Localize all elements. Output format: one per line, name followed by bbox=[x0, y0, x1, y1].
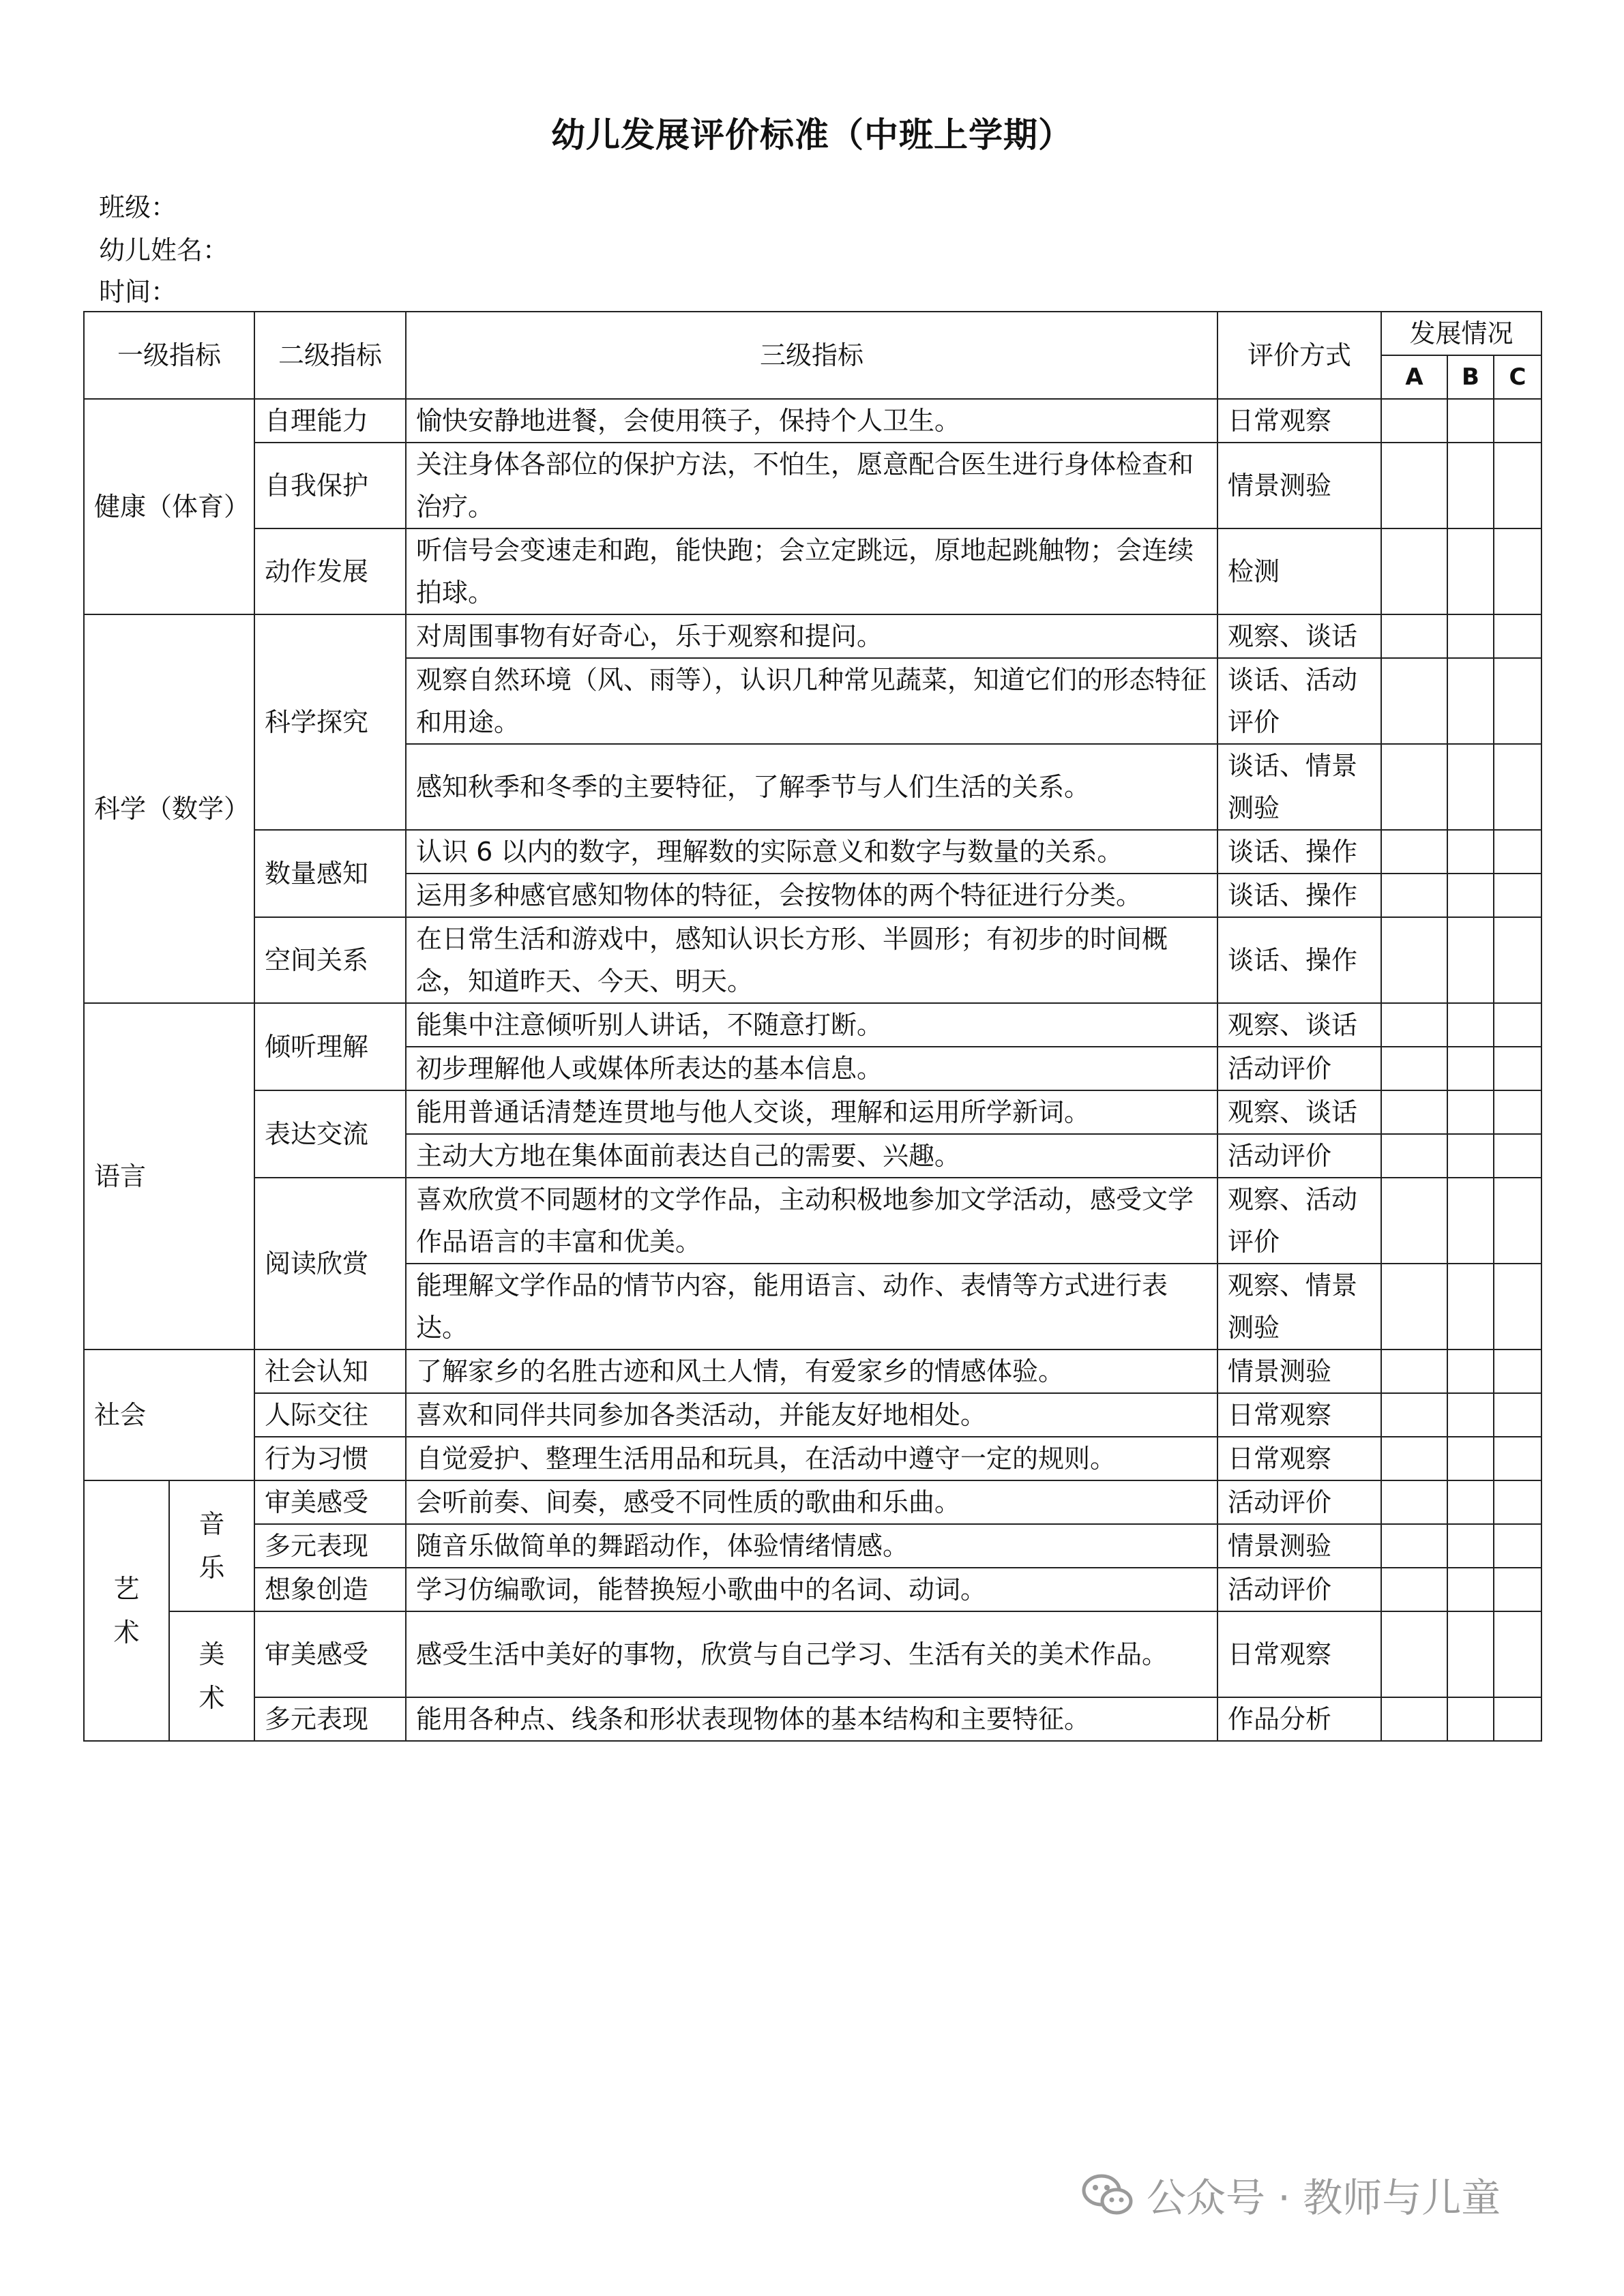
level2-cell: 表达交流 bbox=[254, 1090, 406, 1178]
grade-a-cell[interactable] bbox=[1381, 443, 1447, 528]
header-level3: 三级指标 bbox=[406, 312, 1217, 399]
level2-cell: 动作发展 bbox=[254, 528, 406, 614]
method-cell: 活动评价 bbox=[1217, 1568, 1381, 1611]
watermark bbox=[1081, 2167, 1501, 2222]
method-cell: 日常观察 bbox=[1217, 1437, 1381, 1480]
header-row bbox=[84, 312, 1541, 355]
grade-b-cell[interactable] bbox=[1447, 1393, 1494, 1437]
method-cell: 谈话、操作 bbox=[1217, 874, 1381, 917]
table-row bbox=[84, 1437, 1541, 1480]
grade-c-cell[interactable] bbox=[1494, 1134, 1541, 1178]
header-method: 评价方式 bbox=[1217, 312, 1381, 399]
grade-c-cell[interactable] bbox=[1494, 1524, 1541, 1568]
domain-health: 健康（体育） bbox=[84, 399, 254, 614]
level2-cell: 科学探究 bbox=[254, 614, 406, 830]
grade-b-cell[interactable] bbox=[1447, 528, 1494, 614]
level3-cell: 初步理解他人或媒体所表达的基本信息。 bbox=[406, 1047, 1217, 1090]
grade-b-cell[interactable] bbox=[1447, 1350, 1494, 1393]
level2-cell: 社会认知 bbox=[254, 1350, 406, 1393]
grade-c-cell[interactable] bbox=[1494, 1611, 1541, 1697]
method-cell: 情景测验 bbox=[1217, 443, 1381, 528]
grade-c-cell[interactable] bbox=[1494, 830, 1541, 874]
grade-c-cell[interactable] bbox=[1494, 658, 1541, 744]
wechat-icon bbox=[1081, 2173, 1134, 2216]
method-cell: 谈话、活动评价 bbox=[1217, 658, 1381, 744]
subdomain-fine-art-char: 美 bbox=[198, 1639, 225, 1669]
table-row bbox=[84, 1568, 1541, 1611]
domain-science: 科学（数学） bbox=[84, 614, 254, 1003]
grade-a-cell[interactable] bbox=[1381, 1134, 1447, 1178]
method-cell: 观察、活动评价 bbox=[1217, 1178, 1381, 1264]
header-grade-a: A bbox=[1381, 355, 1447, 399]
grade-b-cell[interactable] bbox=[1447, 1090, 1494, 1134]
domain-art bbox=[84, 1480, 169, 1741]
method-cell: 日常观察 bbox=[1217, 1611, 1381, 1697]
level2-cell: 阅读欣赏 bbox=[254, 1178, 406, 1350]
level3-cell: 随音乐做简单的舞蹈动作，体验情绪情感。 bbox=[406, 1524, 1217, 1568]
subdomain-music-char: 音 bbox=[198, 1509, 225, 1539]
grade-b-cell[interactable] bbox=[1447, 614, 1494, 658]
level2-cell: 自我保护 bbox=[254, 443, 406, 528]
level2-cell: 倾听理解 bbox=[254, 1003, 406, 1090]
grade-a-cell[interactable] bbox=[1381, 399, 1447, 443]
grade-c-cell[interactable] bbox=[1494, 1178, 1541, 1264]
grade-a-cell[interactable] bbox=[1381, 614, 1447, 658]
time-label: 时间： bbox=[99, 277, 177, 307]
domain-language: 语言 bbox=[84, 1003, 254, 1350]
grade-b-cell[interactable] bbox=[1447, 1437, 1494, 1480]
grade-b-cell[interactable] bbox=[1447, 1003, 1494, 1047]
grade-c-cell[interactable] bbox=[1494, 1437, 1541, 1480]
level3-cell: 能用普通话清楚连贯地与他人交谈，理解和运用所学新词。 bbox=[406, 1090, 1217, 1134]
grade-a-cell[interactable] bbox=[1381, 1568, 1447, 1611]
method-cell: 谈话、操作 bbox=[1217, 917, 1381, 1003]
grade-b-cell[interactable] bbox=[1447, 1134, 1494, 1178]
evaluation-table bbox=[83, 311, 1542, 1742]
subdomain-music-char: 乐 bbox=[198, 1553, 225, 1583]
method-cell: 活动评价 bbox=[1217, 1134, 1381, 1178]
table-row bbox=[84, 528, 1541, 614]
watermark-text: 公众号 · 教师与儿童 bbox=[1147, 2175, 1501, 2221]
level3-cell: 能理解文学作品的情节内容，能用语言、动作、表情等方式进行表达。 bbox=[406, 1264, 1217, 1350]
domain-social: 社会 bbox=[84, 1350, 254, 1480]
grade-c-cell[interactable] bbox=[1494, 443, 1541, 528]
level2-cell: 人际交往 bbox=[254, 1393, 406, 1437]
grade-a-cell[interactable] bbox=[1381, 658, 1447, 744]
level3-cell: 运用多种感官感知物体的特征，会按物体的两个特征进行分类。 bbox=[406, 874, 1217, 917]
document-title: 幼儿发展评价标准（中班上学期） bbox=[551, 115, 1073, 155]
domain-art-char: 艺 bbox=[113, 1574, 140, 1604]
level3-cell: 观察自然环境（风、雨等），认识几种常见蔬菜，知道它们的形态特征和用途。 bbox=[406, 658, 1217, 744]
grade-c-cell[interactable] bbox=[1494, 1350, 1541, 1393]
table-row bbox=[84, 1178, 1541, 1264]
level2-cell: 自理能力 bbox=[254, 399, 406, 443]
level2-cell: 审美感受 bbox=[254, 1480, 406, 1524]
method-cell: 情景测验 bbox=[1217, 1524, 1381, 1568]
table-row bbox=[84, 443, 1541, 528]
level2-cell: 想象创造 bbox=[254, 1568, 406, 1611]
grade-a-cell[interactable] bbox=[1381, 1524, 1447, 1568]
method-cell: 观察、谈话 bbox=[1217, 1090, 1381, 1134]
table-row bbox=[84, 1480, 1541, 1524]
grade-a-cell[interactable] bbox=[1381, 1264, 1447, 1350]
level2-cell: 空间关系 bbox=[254, 917, 406, 1003]
method-cell: 活动评价 bbox=[1217, 1480, 1381, 1524]
domain-art-char: 术 bbox=[113, 1617, 140, 1648]
grade-a-cell[interactable] bbox=[1381, 528, 1447, 614]
level3-cell: 能用各种点、线条和形状表现物体的基本结构和主要特征。 bbox=[406, 1697, 1217, 1741]
table-row bbox=[84, 1090, 1541, 1134]
grade-a-cell[interactable] bbox=[1381, 1090, 1447, 1134]
header-grade-c: C bbox=[1494, 355, 1541, 399]
grade-c-cell[interactable] bbox=[1494, 528, 1541, 614]
level2-cell: 审美感受 bbox=[254, 1611, 406, 1697]
grade-b-cell[interactable] bbox=[1447, 399, 1494, 443]
grade-c-cell[interactable] bbox=[1494, 744, 1541, 830]
grade-b-cell[interactable] bbox=[1447, 658, 1494, 744]
level3-cell: 听信号会变速走和跑，能快跑；会立定跳远，原地起跳触物；会连续拍球。 bbox=[406, 528, 1217, 614]
table-row bbox=[84, 1003, 1541, 1047]
grade-c-cell[interactable] bbox=[1494, 1003, 1541, 1047]
table-row bbox=[84, 614, 1541, 658]
grade-a-cell[interactable] bbox=[1381, 1047, 1447, 1090]
method-cell: 谈话、操作 bbox=[1217, 830, 1381, 874]
method-cell: 作品分析 bbox=[1217, 1697, 1381, 1741]
grade-c-cell[interactable] bbox=[1494, 917, 1541, 1003]
method-cell: 活动评价 bbox=[1217, 1047, 1381, 1090]
method-cell: 观察、谈话 bbox=[1217, 614, 1381, 658]
grade-b-cell[interactable] bbox=[1447, 1264, 1494, 1350]
grade-c-cell[interactable] bbox=[1494, 1090, 1541, 1134]
method-cell: 情景测验 bbox=[1217, 1350, 1381, 1393]
grade-b-cell[interactable] bbox=[1447, 1524, 1494, 1568]
subdomain-fine-art-char: 术 bbox=[198, 1683, 225, 1713]
header-grade-b: B bbox=[1447, 355, 1494, 399]
table-row bbox=[84, 1697, 1541, 1741]
level2-cell: 多元表现 bbox=[254, 1524, 406, 1568]
level2-cell: 数量感知 bbox=[254, 830, 406, 917]
table-row bbox=[84, 917, 1541, 1003]
grade-c-cell[interactable] bbox=[1494, 1697, 1541, 1741]
subdomain-fine-art bbox=[169, 1611, 254, 1741]
table-row bbox=[84, 399, 1541, 443]
grade-b-cell[interactable] bbox=[1447, 1178, 1494, 1264]
method-cell: 日常观察 bbox=[1217, 399, 1381, 443]
level3-cell: 会听前奏、间奏，感受不同性质的歌曲和乐曲。 bbox=[406, 1480, 1217, 1524]
table-row bbox=[84, 1393, 1541, 1437]
level3-cell: 关注身体各部位的保护方法，不怕生，愿意配合医生进行身体检查和治疗。 bbox=[406, 443, 1217, 528]
table-row bbox=[84, 1350, 1541, 1393]
level3-cell: 喜欢和同伴共同参加各类活动，并能友好地相处。 bbox=[406, 1393, 1217, 1437]
level3-cell: 主动大方地在集体面前表达自己的需要、兴趣。 bbox=[406, 1134, 1217, 1178]
child-name-label: 幼儿姓名： bbox=[99, 235, 229, 265]
grade-b-cell[interactable] bbox=[1447, 1611, 1494, 1697]
header-level1: 一级指标 bbox=[84, 312, 254, 399]
class-label: 班级： bbox=[99, 192, 177, 222]
level3-cell: 对周围事物有好奇心，乐于观察和提问。 bbox=[406, 614, 1217, 658]
grade-a-cell[interactable] bbox=[1381, 1480, 1447, 1524]
grade-a-cell[interactable] bbox=[1381, 1178, 1447, 1264]
header-level2: 二级指标 bbox=[254, 312, 406, 399]
level3-cell: 在日常生活和游戏中，感知认识长方形、半圆形；有初步的时间概念，知道昨天、今天、明天。 bbox=[406, 917, 1217, 1003]
grade-b-cell[interactable] bbox=[1447, 744, 1494, 830]
grade-c-cell[interactable] bbox=[1494, 1047, 1541, 1090]
grade-c-cell[interactable] bbox=[1494, 614, 1541, 658]
level2-cell: 多元表现 bbox=[254, 1697, 406, 1741]
level3-cell: 了解家乡的名胜古迹和风土人情，有爱家乡的情感体验。 bbox=[406, 1350, 1217, 1393]
grade-c-cell[interactable] bbox=[1494, 1568, 1541, 1611]
grade-b-cell[interactable] bbox=[1447, 443, 1494, 528]
grade-b-cell[interactable] bbox=[1447, 1697, 1494, 1741]
method-cell: 谈话、情景测验 bbox=[1217, 744, 1381, 830]
grade-c-cell[interactable] bbox=[1494, 1393, 1541, 1437]
grade-a-cell[interactable] bbox=[1381, 1611, 1447, 1697]
level3-cell: 感知秋季和冬季的主要特征，了解季节与人们生活的关系。 bbox=[406, 744, 1217, 830]
method-cell: 观察、情景测验 bbox=[1217, 1264, 1381, 1350]
grade-a-cell[interactable] bbox=[1381, 830, 1447, 874]
grade-a-cell[interactable] bbox=[1381, 1350, 1447, 1393]
grade-b-cell[interactable] bbox=[1447, 917, 1494, 1003]
grade-a-cell[interactable] bbox=[1381, 1393, 1447, 1437]
grade-c-cell[interactable] bbox=[1494, 874, 1541, 917]
level3-cell: 感受生活中美好的事物，欣赏与自己学习、生活有关的美术作品。 bbox=[406, 1611, 1217, 1697]
level3-cell: 学习仿编歌词，能替换短小歌曲中的名词、动词。 bbox=[406, 1568, 1217, 1611]
grade-b-cell[interactable] bbox=[1447, 1480, 1494, 1524]
grade-a-cell[interactable] bbox=[1381, 1437, 1447, 1480]
level2-cell: 行为习惯 bbox=[254, 1437, 406, 1480]
level3-cell: 能集中注意倾听别人讲话，不随意打断。 bbox=[406, 1003, 1217, 1047]
level3-cell: 认识 6 以内的数字，理解数的实际意义和数字与数量的关系。 bbox=[406, 830, 1217, 874]
level3-cell: 喜欢欣赏不同题材的文学作品，主动积极地参加文学活动，感受文学作品语言的丰富和优美。 bbox=[406, 1178, 1217, 1264]
grade-b-cell[interactable] bbox=[1447, 874, 1494, 917]
subdomain-music bbox=[169, 1480, 254, 1611]
grade-c-cell[interactable] bbox=[1494, 1264, 1541, 1350]
method-cell: 观察、谈话 bbox=[1217, 1003, 1381, 1047]
header-development: 发展情况 bbox=[1381, 312, 1541, 355]
table-row bbox=[84, 1611, 1541, 1697]
table-row bbox=[84, 1524, 1541, 1568]
table-row bbox=[84, 830, 1541, 874]
method-cell: 日常观察 bbox=[1217, 1393, 1381, 1437]
method-cell: 检测 bbox=[1217, 528, 1381, 614]
grade-c-cell[interactable] bbox=[1494, 399, 1541, 443]
grade-a-cell[interactable] bbox=[1381, 874, 1447, 917]
grade-a-cell[interactable] bbox=[1381, 1003, 1447, 1047]
level3-cell: 自觉爱护、整理生活用品和玩具，在活动中遵守一定的规则。 bbox=[406, 1437, 1217, 1480]
grade-c-cell[interactable] bbox=[1494, 1480, 1541, 1524]
grade-b-cell[interactable] bbox=[1447, 830, 1494, 874]
grade-b-cell[interactable] bbox=[1447, 1047, 1494, 1090]
grade-a-cell[interactable] bbox=[1381, 917, 1447, 1003]
grade-b-cell[interactable] bbox=[1447, 1568, 1494, 1611]
grade-a-cell[interactable] bbox=[1381, 1697, 1447, 1741]
grade-a-cell[interactable] bbox=[1381, 744, 1447, 830]
level3-cell: 愉快安静地进餐，会使用筷子，保持个人卫生。 bbox=[406, 399, 1217, 443]
